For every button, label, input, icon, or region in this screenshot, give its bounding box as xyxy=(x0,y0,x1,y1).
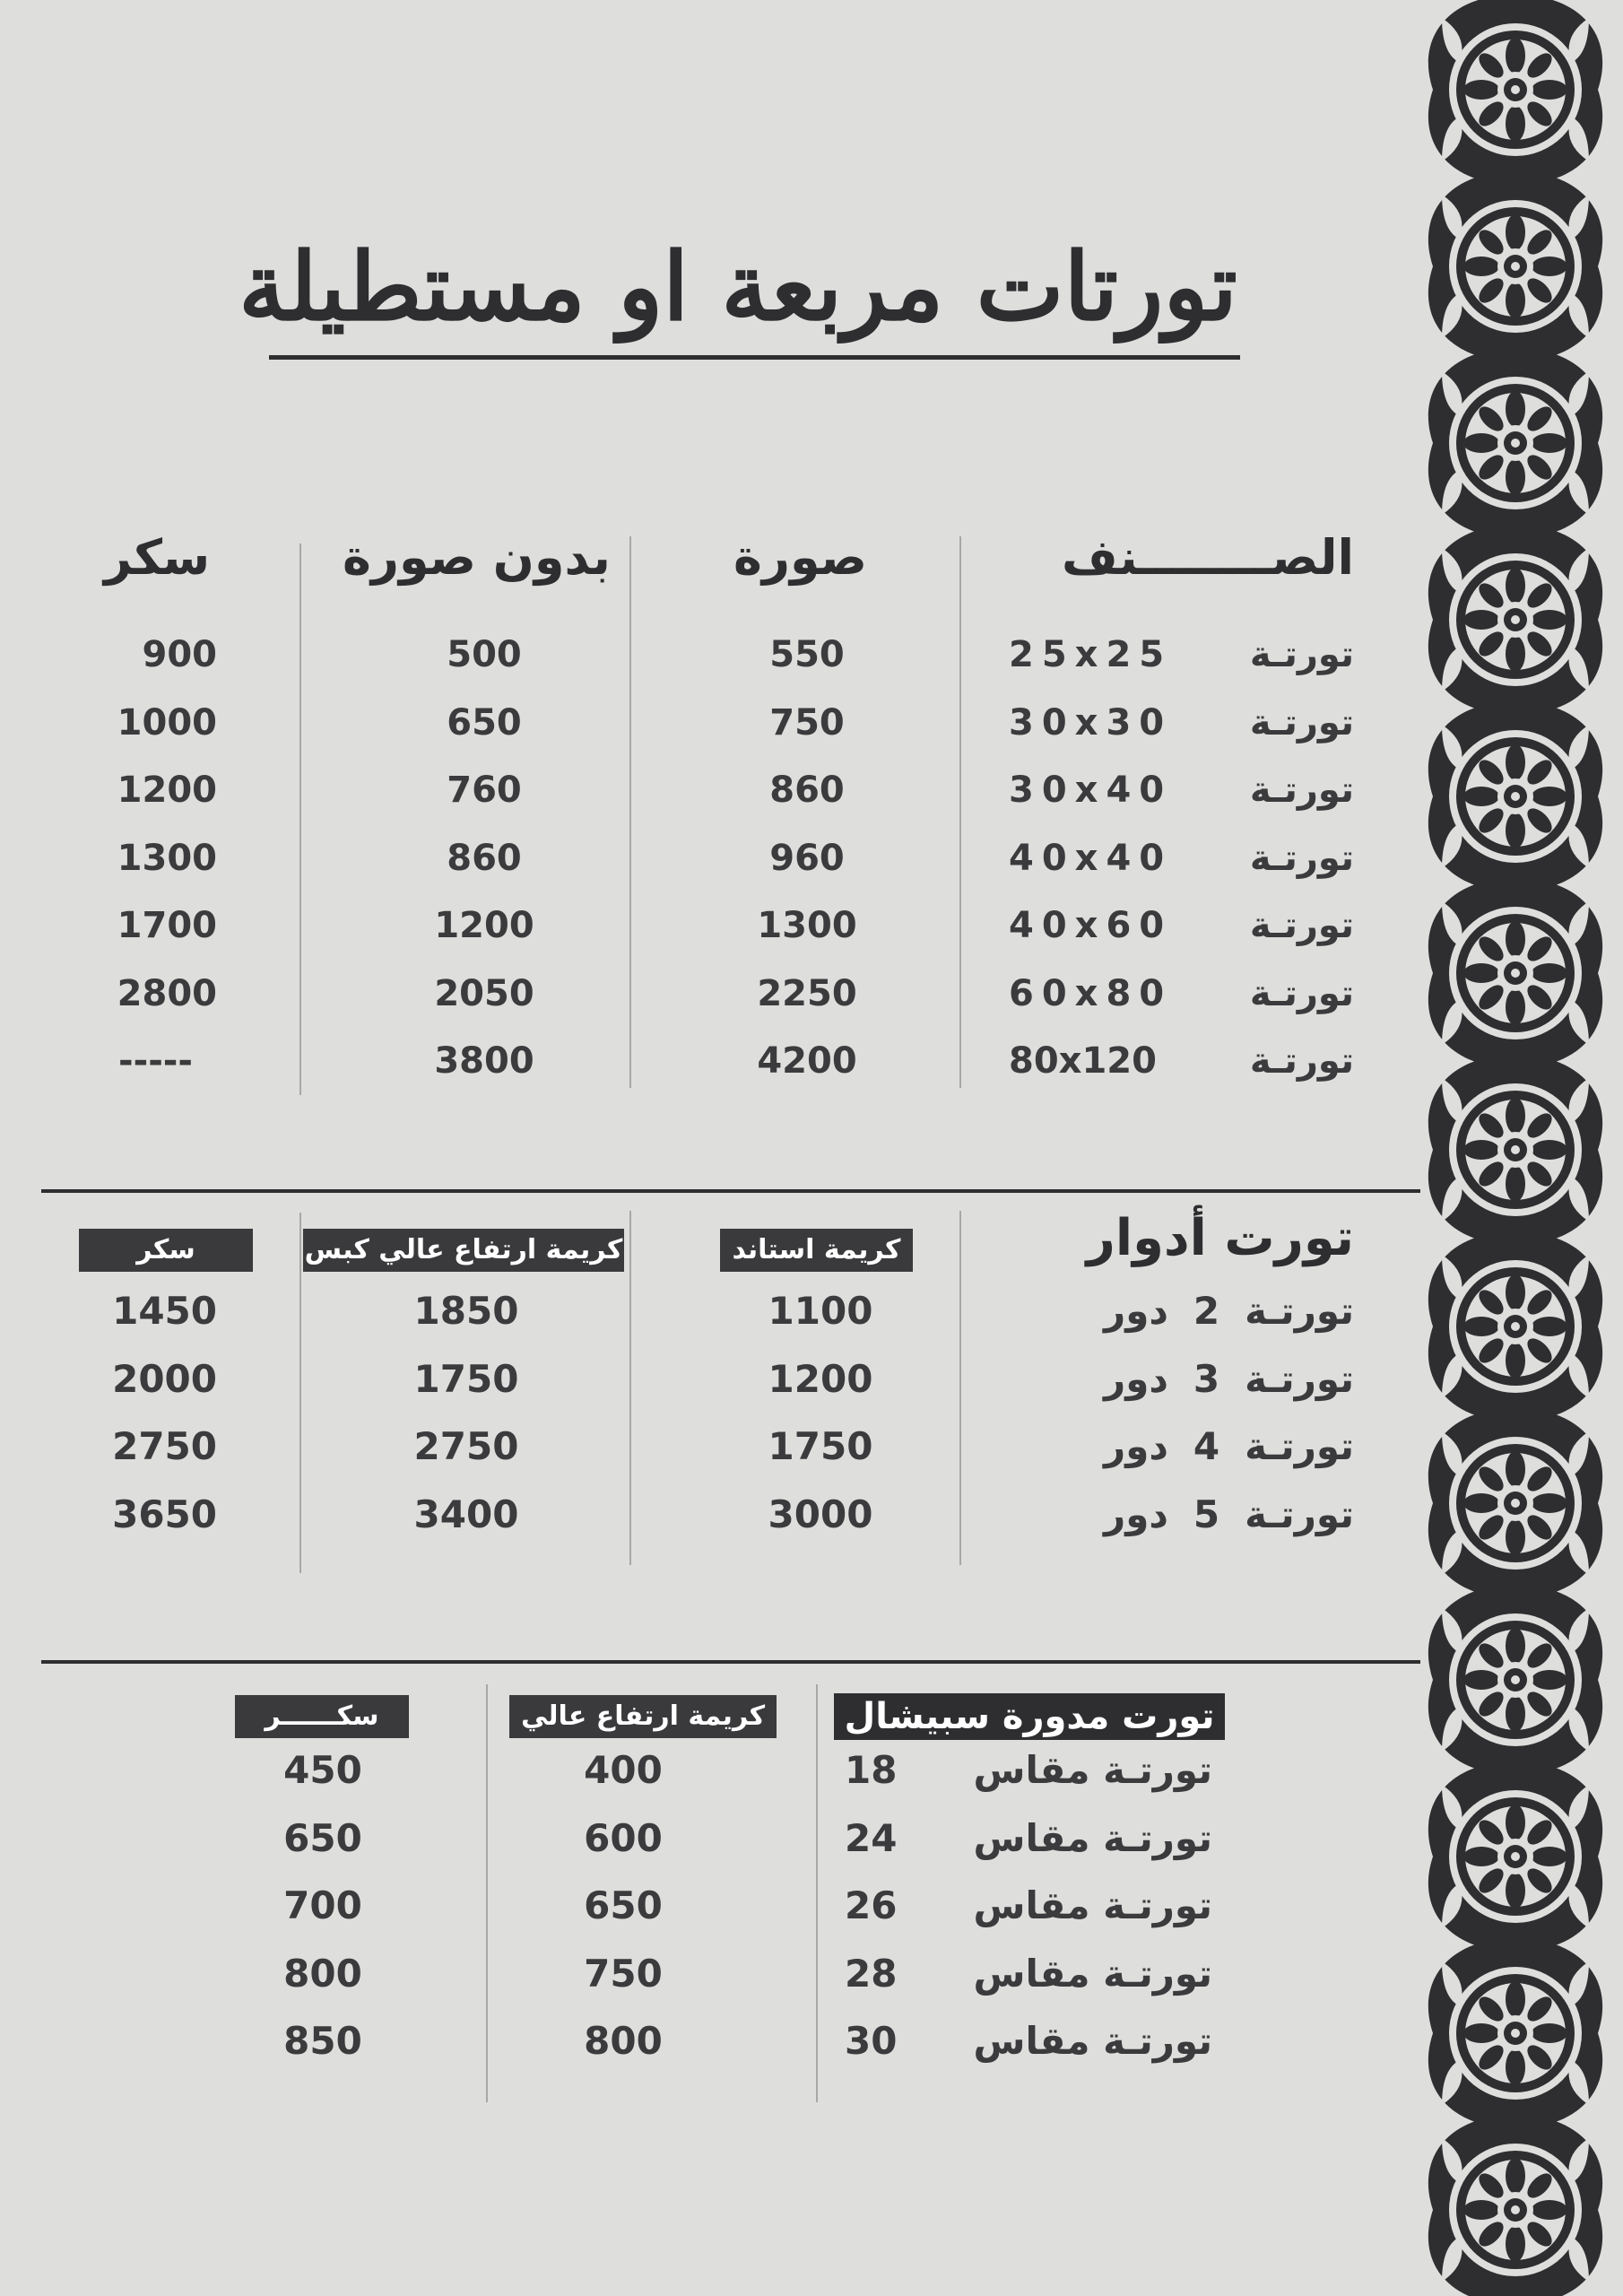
price-cell: 1200 xyxy=(434,905,534,946)
list-item xyxy=(1094,1420,1354,1488)
item-name: تورتـة مقاس xyxy=(973,1748,1212,1792)
item-size: 30x30 xyxy=(1009,701,1173,744)
price-cell: 2250 xyxy=(757,972,857,1014)
ornament-tile xyxy=(1428,1055,1602,1245)
stand-cream-column xyxy=(767,1284,874,1555)
ornament-tile xyxy=(1428,0,1602,185)
sugar-column xyxy=(112,1284,217,1555)
tier-unit: دور xyxy=(1104,1356,1168,1401)
price-cell: 600 xyxy=(584,1815,663,1860)
ornament-tile xyxy=(1428,348,1602,538)
price-cell: 1200 xyxy=(768,1356,873,1401)
price-cell: 760 xyxy=(447,770,522,811)
label-high-cream: كريمة ارتفاع عالي xyxy=(509,1695,777,1738)
ornament-tile xyxy=(1428,525,1602,715)
price-cell: 800 xyxy=(584,2019,663,2063)
price-cell: 3400 xyxy=(413,1492,519,1536)
price-cell: 1750 xyxy=(413,1356,519,1401)
price-cell: 3800 xyxy=(434,1040,534,1082)
label-sugar: سكــــــر xyxy=(235,1695,409,1738)
item-size: 60x80 xyxy=(1009,972,1173,1014)
price-cell: 1700 xyxy=(117,905,217,946)
ornament-tile xyxy=(1428,171,1602,361)
item-name: تورتـة xyxy=(1249,1040,1354,1082)
column-divider xyxy=(816,1684,818,2102)
price-cell: 2050 xyxy=(434,972,534,1014)
price-cell: 2750 xyxy=(413,1424,519,1468)
list-item xyxy=(1094,1488,1354,1556)
column-divider xyxy=(629,536,631,1088)
section-heading: تورت مدورة سبيشال xyxy=(834,1693,1225,1740)
price-cell: 1450 xyxy=(112,1289,217,1333)
price-cell: 650 xyxy=(584,1883,663,1927)
sugar-column xyxy=(269,1744,377,2083)
item-size: 28 xyxy=(845,1951,898,1996)
price-cell: 700 xyxy=(283,1883,362,1927)
tier-unit: دور xyxy=(1104,1424,1168,1468)
price-cell: 450 xyxy=(283,1748,362,1792)
item-size: 25x25 xyxy=(1009,634,1173,675)
label-high-cream: كريمة ارتفاع عالي كبس xyxy=(303,1229,624,1272)
high-cream-column xyxy=(569,1744,677,2083)
list-item xyxy=(1009,899,1354,967)
price-cell: ----- xyxy=(118,1040,194,1082)
item-column xyxy=(1009,628,1354,1102)
photo-price-column xyxy=(758,628,856,1102)
price-cell: 800 xyxy=(283,1951,362,1996)
item-size: 30 xyxy=(845,2019,898,2063)
item-size: 80x120 xyxy=(1009,1040,1157,1082)
no-photo-price-column xyxy=(435,628,534,1102)
section-divider xyxy=(41,1660,1420,1664)
label-sugar: سكر xyxy=(79,1229,253,1272)
section-heading: تورت أدوار xyxy=(1086,1209,1354,1267)
price-cell: 400 xyxy=(584,1748,663,1792)
item-name: تورتـة xyxy=(1245,1492,1354,1536)
ornament-tile xyxy=(1428,1585,1602,1775)
tier-count: 5 xyxy=(1193,1492,1220,1536)
list-item xyxy=(845,1879,1212,1947)
header-item: الصــــــــنف xyxy=(1061,529,1354,586)
price-cell: 850 xyxy=(283,2019,362,2063)
tier-count: 4 xyxy=(1193,1424,1220,1468)
tier-count: 2 xyxy=(1193,1289,1220,1333)
price-cell: 550 xyxy=(769,634,845,675)
price-cell: 1100 xyxy=(768,1289,873,1333)
price-cell: 1000 xyxy=(117,701,217,744)
list-item xyxy=(1009,696,1354,764)
item-size: 18 xyxy=(845,1748,898,1792)
list-item xyxy=(845,1812,1212,1880)
item-size: 40x60 xyxy=(1009,905,1173,946)
price-cell: 650 xyxy=(283,1815,362,1860)
item-name: تورتـة xyxy=(1245,1356,1354,1401)
price-cell: 750 xyxy=(769,701,845,744)
sugar-price-column xyxy=(115,628,217,1102)
price-cell: 3000 xyxy=(768,1492,873,1536)
list-item xyxy=(845,1744,1212,1812)
list-item xyxy=(1009,1034,1354,1102)
price-cell: 500 xyxy=(447,634,522,675)
header-photo: صورة xyxy=(733,529,868,586)
item-name: تورتـة مقاس xyxy=(973,1883,1212,1927)
price-cell: 4200 xyxy=(757,1040,857,1082)
list-item xyxy=(1009,831,1354,900)
ornamental-border xyxy=(1424,0,1607,2296)
header-no-photo: بدون صورة xyxy=(343,529,611,586)
item-name: تورتـة مقاس xyxy=(973,1815,1212,1860)
ornament-tile xyxy=(1428,1231,1602,1422)
price-cell: 860 xyxy=(769,770,845,811)
title-underline xyxy=(269,355,1240,360)
list-item xyxy=(1009,967,1354,1035)
item-name: تورتـة xyxy=(1249,770,1354,811)
section-divider xyxy=(41,1189,1420,1193)
price-cell: 3650 xyxy=(112,1492,217,1536)
item-size: 26 xyxy=(845,1883,898,1927)
item-name: تورتـة xyxy=(1249,972,1354,1014)
item-name: تورتـة مقاس xyxy=(973,2019,1212,2063)
ornament-tile xyxy=(1428,1408,1602,1598)
label-stand-cream: كريمة استاند xyxy=(720,1229,913,1272)
list-item xyxy=(1094,1284,1354,1352)
column-divider xyxy=(959,1211,961,1565)
item-size: 24 xyxy=(845,1815,898,1860)
column-divider xyxy=(486,1684,488,2102)
ornament-tile xyxy=(1428,2115,1602,2296)
price-cell: 960 xyxy=(769,837,845,879)
column-divider xyxy=(629,1211,631,1565)
list-item xyxy=(1009,763,1354,831)
item-column xyxy=(845,1744,1212,2083)
tier-unit: دور xyxy=(1104,1289,1168,1333)
list-item xyxy=(1094,1352,1354,1421)
price-cell: 1300 xyxy=(757,905,857,946)
price-cell: 650 xyxy=(447,701,522,744)
price-cell: 2750 xyxy=(112,1424,217,1468)
column-divider xyxy=(959,536,961,1088)
list-item xyxy=(845,2014,1212,2083)
item-name: تورتـة xyxy=(1245,1424,1354,1468)
page-title: تورتات مربعة او مستطيلة xyxy=(239,231,1237,342)
price-cell: 2800 xyxy=(117,972,217,1014)
item-size: 40x40 xyxy=(1009,837,1173,879)
tier-count: 3 xyxy=(1193,1356,1220,1401)
item-name: تورتـة xyxy=(1245,1289,1354,1333)
ornament-tile xyxy=(1428,1761,1602,1952)
ornament-tile xyxy=(1428,701,1602,891)
item-size: 30x40 xyxy=(1009,770,1173,811)
tier-unit: دور xyxy=(1104,1492,1168,1536)
item-column xyxy=(1094,1284,1354,1555)
list-item xyxy=(845,1947,1212,2015)
column-divider xyxy=(299,1213,301,1573)
price-cell: 2000 xyxy=(112,1356,217,1401)
price-cell: 1300 xyxy=(117,837,217,879)
price-cell: 1200 xyxy=(117,770,217,811)
price-cell: 900 xyxy=(142,634,217,675)
column-divider xyxy=(299,544,301,1095)
item-name: تورتـة xyxy=(1249,634,1354,675)
price-cell: 860 xyxy=(447,837,522,879)
high-cream-column xyxy=(412,1284,520,1555)
item-name: تورتـة xyxy=(1249,905,1354,946)
price-cell: 750 xyxy=(584,1951,663,1996)
list-item xyxy=(1009,628,1354,696)
price-cell: 1850 xyxy=(413,1289,519,1333)
item-name: تورتـة مقاس xyxy=(973,1951,1212,1996)
price-cell: 1750 xyxy=(768,1424,873,1468)
item-name: تورتـة xyxy=(1249,701,1354,744)
header-sugar: سكر xyxy=(104,529,211,586)
ornament-tile xyxy=(1428,1938,1602,2128)
item-name: تورتـة xyxy=(1249,837,1354,879)
ornament-tile xyxy=(1428,878,1602,1068)
